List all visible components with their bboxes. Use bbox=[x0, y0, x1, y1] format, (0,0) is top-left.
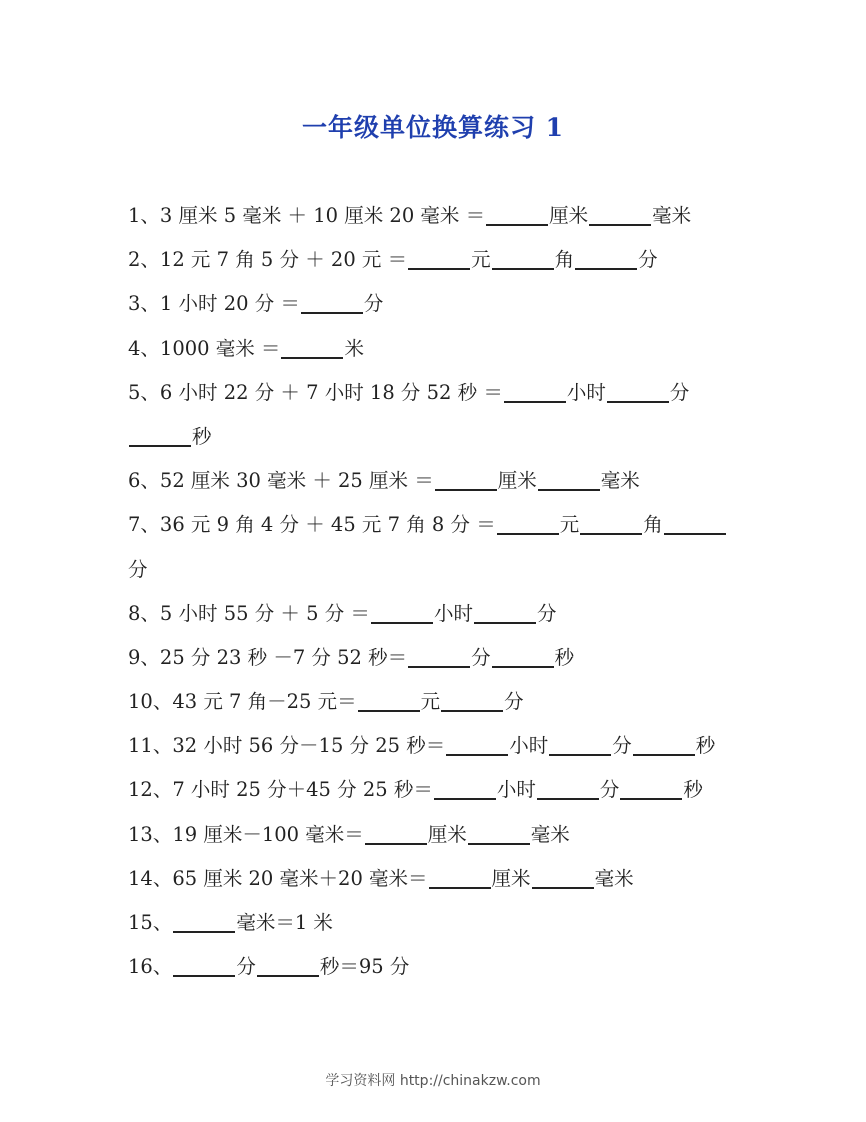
problem-text: 分 bbox=[638, 248, 658, 272]
problem-text: 元 bbox=[471, 248, 491, 272]
answer-blank[interactable] bbox=[435, 471, 497, 491]
answer-blank[interactable] bbox=[365, 825, 427, 845]
answer-blank[interactable] bbox=[408, 250, 470, 270]
answer-blank[interactable] bbox=[446, 736, 508, 756]
problem-text: 分 bbox=[236, 955, 256, 979]
problem-text: 厘米 bbox=[549, 204, 589, 227]
answer-blank[interactable] bbox=[468, 825, 530, 845]
problem-text: 秒＝95 分 bbox=[319, 955, 410, 979]
problem-text: 14、65 厘米 20 毫米＋20 毫米＝ bbox=[128, 866, 428, 890]
problem-text: 秒 bbox=[192, 424, 212, 448]
answer-blank[interactable] bbox=[474, 604, 536, 624]
problem-text: 毫米 bbox=[652, 204, 692, 227]
answer-blank[interactable] bbox=[281, 339, 343, 359]
problem-text: 15、 bbox=[128, 911, 173, 934]
answer-blank[interactable] bbox=[429, 869, 491, 889]
problem-line bbox=[128, 945, 744, 989]
problem-text: 8、5 小时 55 分 ＋ 5 分 ＝ bbox=[128, 601, 370, 625]
problem-text: 13、19 厘米－100 毫米＝ bbox=[128, 822, 364, 846]
answer-blank[interactable] bbox=[301, 294, 363, 314]
answer-blank[interactable] bbox=[257, 957, 319, 977]
problem-text: 秒 bbox=[554, 645, 575, 669]
problem-line bbox=[128, 857, 744, 901]
answer-blank[interactable] bbox=[371, 604, 433, 624]
answer-blank[interactable] bbox=[408, 648, 470, 668]
problem-text: 分 bbox=[128, 557, 148, 581]
problem-text: 厘米 bbox=[427, 822, 467, 846]
problem-line bbox=[128, 415, 744, 459]
answer-blank[interactable] bbox=[129, 427, 191, 447]
problem-text: 小时 bbox=[509, 734, 549, 758]
problem-text: 元 bbox=[420, 690, 441, 714]
problem-list bbox=[128, 194, 744, 989]
problem-line bbox=[128, 813, 744, 857]
page-title: 一年级单位换算练习 1 bbox=[301, 113, 565, 142]
answer-blank[interactable] bbox=[549, 736, 611, 756]
answer-blank[interactable] bbox=[575, 250, 637, 270]
problem-text: 小时 bbox=[433, 601, 473, 625]
problem-text: 5、6 小时 22 分 ＋ 7 小时 18 分 52 秒 ＝ bbox=[128, 380, 503, 404]
problem-text: 毫米＝1 米 bbox=[236, 911, 333, 934]
answer-blank[interactable] bbox=[664, 515, 726, 535]
answer-blank[interactable] bbox=[538, 471, 600, 491]
problem-text: 16、 bbox=[128, 955, 173, 979]
answer-blank[interactable] bbox=[486, 206, 548, 226]
answer-blank[interactable] bbox=[173, 913, 235, 933]
answer-blank[interactable] bbox=[537, 780, 599, 800]
problem-text: 分 bbox=[363, 292, 384, 316]
problem-text: 分 bbox=[599, 778, 620, 802]
problem-text: 10、43 元 7 角－25 元＝ bbox=[128, 690, 357, 714]
answer-blank[interactable] bbox=[620, 780, 682, 800]
problem-line bbox=[128, 327, 744, 371]
problem-line bbox=[128, 371, 744, 415]
problem-line bbox=[128, 636, 744, 680]
answer-blank[interactable] bbox=[504, 383, 566, 403]
answer-blank[interactable] bbox=[633, 736, 695, 756]
answer-blank[interactable] bbox=[589, 206, 651, 226]
problem-text: 秒 bbox=[683, 778, 703, 802]
problem-text: 毫米 bbox=[600, 469, 640, 493]
problem-text: 秒 bbox=[695, 734, 716, 758]
problem-text: 7、36 元 9 角 4 分 ＋ 45 元 7 角 8 分 ＝ bbox=[128, 513, 496, 537]
problem-text: 1、3 厘米 5 毫米 ＋ 10 厘米 20 毫米 ＝ bbox=[128, 204, 486, 227]
problem-text: 角 bbox=[554, 248, 575, 272]
answer-blank[interactable] bbox=[434, 780, 496, 800]
problem-line bbox=[128, 503, 744, 547]
problem-text: 11、32 小时 56 分－15 分 25 秒＝ bbox=[128, 734, 446, 758]
answer-blank[interactable] bbox=[497, 515, 559, 535]
problem-line bbox=[128, 238, 744, 282]
problem-line bbox=[128, 724, 744, 768]
problem-text: 分 bbox=[612, 734, 632, 758]
answer-blank[interactable] bbox=[580, 515, 642, 535]
answer-blank[interactable] bbox=[492, 648, 554, 668]
problem-text: 厘米 bbox=[497, 469, 537, 493]
problem-text: 6、52 厘米 30 毫米 ＋ 25 厘米 ＝ bbox=[128, 469, 434, 493]
problem-text: 分 bbox=[536, 601, 557, 625]
problem-text: 3、1 小时 20 分 ＝ bbox=[128, 292, 300, 316]
problem-text: 分 bbox=[471, 645, 491, 669]
answer-blank[interactable] bbox=[358, 692, 420, 712]
problem-text: 小时 bbox=[566, 380, 606, 404]
problem-line bbox=[128, 680, 744, 724]
problem-text: 9、25 分 23 秒 －7 分 52 秒＝ bbox=[128, 645, 408, 669]
problem-text: 米 bbox=[344, 336, 364, 360]
answer-blank[interactable] bbox=[441, 692, 503, 712]
problem-text: 厘米 bbox=[491, 866, 531, 890]
problem-line bbox=[128, 548, 744, 592]
answer-blank[interactable] bbox=[607, 383, 669, 403]
problem-text: 2、12 元 7 角 5 分 ＋ 20 元 ＝ bbox=[128, 248, 408, 272]
answer-blank[interactable] bbox=[173, 957, 235, 977]
problem-text: 小时 bbox=[496, 778, 536, 802]
problem-line bbox=[128, 459, 744, 503]
problem-text: 毫米 bbox=[530, 822, 570, 846]
answer-blank[interactable] bbox=[492, 250, 554, 270]
problem-text: 角 bbox=[643, 513, 663, 537]
problem-text: 分 bbox=[669, 380, 690, 404]
problem-line bbox=[128, 768, 744, 812]
problem-line bbox=[128, 282, 744, 326]
problem-text: 毫米 bbox=[594, 866, 634, 890]
problem-text: 12、7 小时 25 分＋45 分 25 秒＝ bbox=[128, 778, 433, 802]
problem-text: 4、1000 毫米 ＝ bbox=[128, 336, 281, 360]
problem-text: 分 bbox=[504, 690, 524, 714]
problem-line bbox=[128, 194, 744, 238]
problem-line bbox=[128, 901, 744, 945]
footer-watermark: 学习资料网 http://chinakzw.com bbox=[325, 1073, 541, 1089]
problem-text: 元 bbox=[559, 513, 580, 537]
answer-blank[interactable] bbox=[532, 869, 594, 889]
problem-line bbox=[128, 592, 744, 636]
